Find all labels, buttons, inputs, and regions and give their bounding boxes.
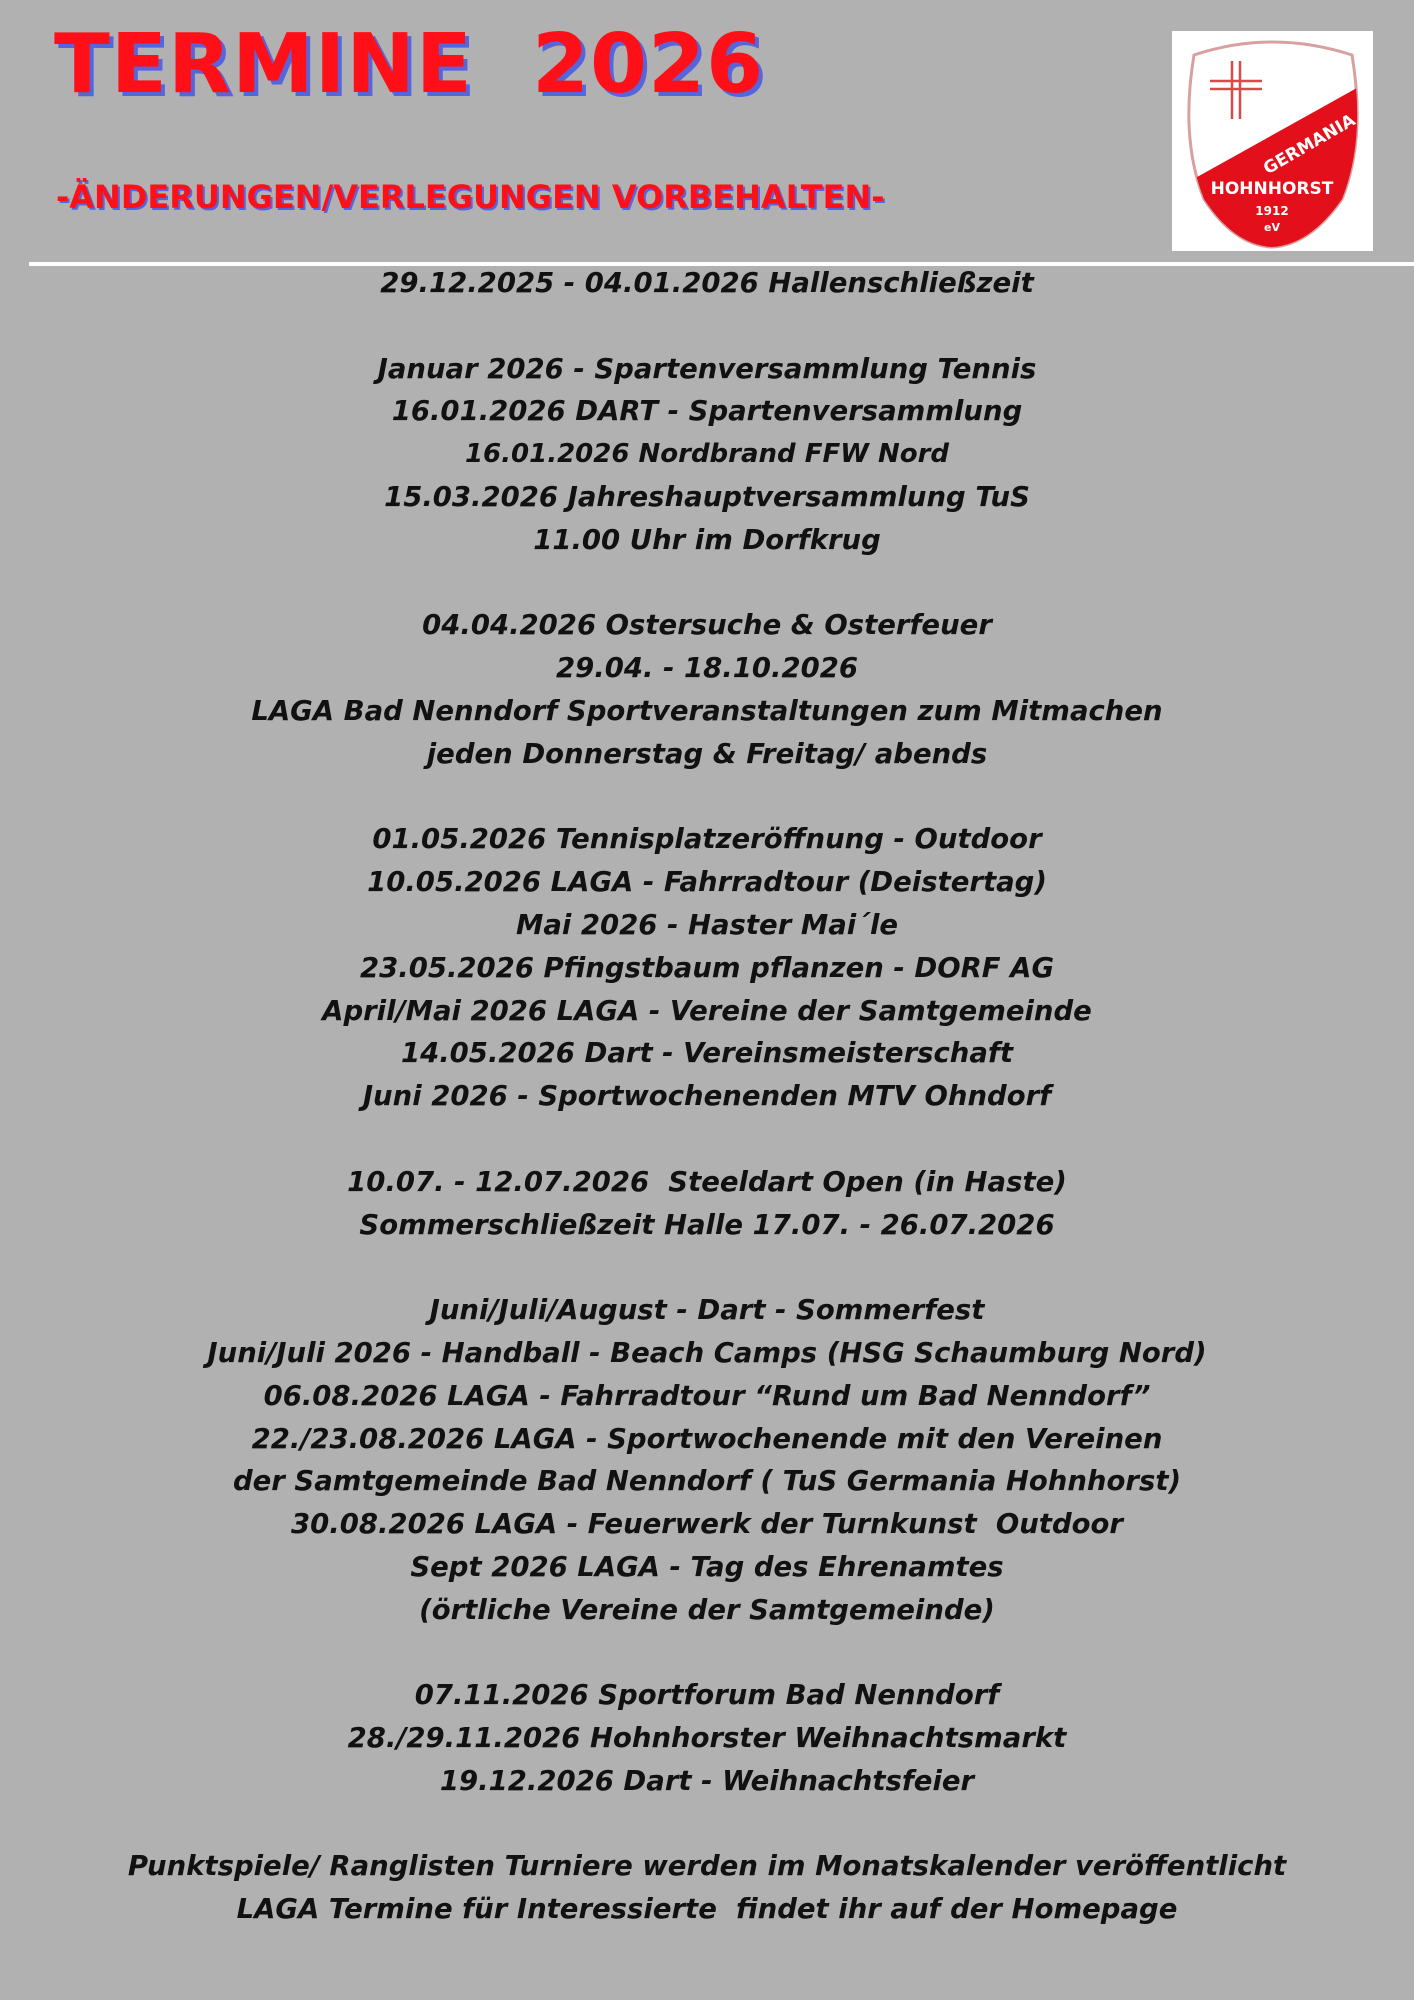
event-line: 01.05.2026 Tennisplatzeröffnung - Outdoor [372,823,1042,856]
event-line: 29.04. - 18.10.2026 [556,652,858,685]
event-line: (örtliche Vereine der Samtgemeinde) [419,1593,995,1626]
event-line: 10.05.2026 LAGA - Fahrradtour (Deistertag) [367,866,1047,899]
event-line: 19.12.2026 Dart - Weihnachtsfeier [439,1764,975,1797]
event-line: 15.03.2026 Jahreshauptversammlung TuS [384,480,1030,513]
spacer [0,1118,1414,1161]
event-line: 10.07. - 12.07.2026 Steeldart Open (in Haste) [347,1165,1067,1198]
event-line: 23.05.2026 Pfingstbaum pflanzen - DORF AG [359,951,1055,984]
logo-year: 1912 [1255,204,1289,218]
spacer [0,1246,1414,1289]
event-line: Juni 2026 - Sportwochenenden MTV Ohndorf [362,1080,1052,1113]
event-line: 30.08.2026 LAGA - Feuerwerk der Turnkunst Outdoor [291,1508,1123,1541]
event-line: der Samtgemeinde Bad Nenndorf ( TuS Germania Hohnhorst) [232,1465,1182,1498]
footer-note: Punktspiele/ Ranglisten Turniere werden im Monatskalender veröffentlicht [127,1850,1287,1883]
event-line: 11.00 Uhr im Dorfkrug [533,523,881,556]
page-title: TERMINE 2026 [54,17,765,112]
event-line: Juni/Juli/August - Dart - Sommerfest [429,1294,985,1327]
event-line: LAGA Bad Nenndorf Sportveranstaltungen zum Mitmachen [251,694,1163,727]
spacer [0,776,1414,819]
event-list [0,262,1414,1931]
event-line: 28./29.11.2026 Hohnhorster Weihnachtsmarkt [347,1722,1067,1755]
event-line: 16.01.2026 Nordbrand FFW Nord [464,439,950,470]
spacer [0,1803,1414,1846]
footer-note: LAGA Termine für Interessierte findet ihr auf der Homepage [236,1893,1178,1926]
spacer [0,1632,1414,1675]
disclaimer-subtitle: -ÄNDERUNGEN/VERLEGUNGEN VORBEHALTEN- [56,178,885,216]
event-line: 06.08.2026 LAGA - Fahrradtour “Rund um Bad Nenndorf” [263,1379,1151,1412]
event-line: Januar 2026 - Spartenversammlung Tennis [377,352,1037,385]
event-line: 07.11.2026 Sportforum Bad Nenndorf [414,1679,1000,1712]
event-line: Sommerschließzeit Halle 17.07. - 26.07.2026 [359,1208,1055,1241]
logo-name-top: GERMANIA [1260,110,1359,179]
event-line: jeden Donnerstag & Freitag/ abends [426,737,988,770]
spacer [0,305,1414,348]
event-line: Mai 2026 - Haster Mai´le [515,908,899,941]
event-line: 04.04.2026 Ostersuche & Osterfeuer [422,609,992,642]
event-line: 29.12.2025 - 04.01.2026 Hallenschließzeit [380,267,1034,299]
event-line: 16.01.2026 DART - Spartenversammlung [391,395,1023,428]
event-line: 14.05.2026 Dart - Vereinsmeisterschaft [400,1037,1014,1070]
logo-suffix: eV [1264,221,1280,234]
logo-name-bottom: HOHNHORST [1210,179,1334,199]
event-line: 22./23.08.2026 LAGA - Sportwochenende mit den Vereinen [251,1422,1163,1455]
spacer [0,562,1414,605]
event-line: April/Mai 2026 LAGA - Vereine der Samtgemeinde [322,994,1092,1027]
event-line: Sept 2026 LAGA - Tag des Ehrenamtes [410,1550,1004,1583]
event-line: Juni/Juli 2026 - Handball - Beach Camps (HSG Schaumburg Nord) [207,1336,1207,1369]
club-logo [1172,31,1373,251]
